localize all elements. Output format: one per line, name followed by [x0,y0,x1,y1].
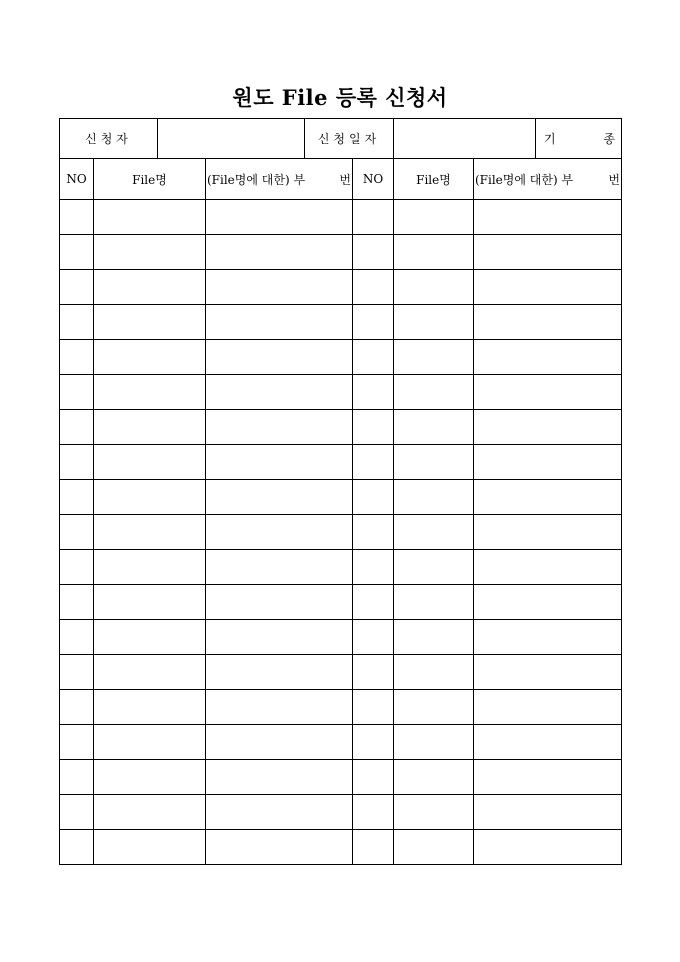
part-number-cell[interactable] [206,340,353,375]
table-row [60,305,622,340]
file-name-cell[interactable] [94,690,206,725]
part-number-prefix: (File명에 대한) 부 [207,172,306,187]
no-cell[interactable] [353,760,394,795]
file-name-cell[interactable] [94,620,206,655]
column-header-no: NO [353,159,394,200]
file-name-cell[interactable] [394,585,474,620]
file-name-cell[interactable] [94,410,206,445]
file-name-cell[interactable] [94,270,206,305]
part-number-cell[interactable] [474,760,622,795]
part-number-cell[interactable] [474,830,622,865]
file-name-cell[interactable] [94,760,206,795]
no-cell[interactable] [353,305,394,340]
no-cell[interactable] [60,410,94,445]
model-label [536,119,622,159]
no-cell[interactable] [353,480,394,515]
file-name-cell[interactable] [394,375,474,410]
no-cell[interactable] [60,480,94,515]
no-cell[interactable] [353,655,394,690]
part-number-cell[interactable] [474,690,622,725]
application-date-label: 신청일자 [305,119,394,159]
no-cell[interactable] [353,725,394,760]
file-name-cell[interactable] [394,270,474,305]
file-name-cell[interactable] [394,725,474,760]
no-cell[interactable] [353,515,394,550]
file-name-cell[interactable] [394,480,474,515]
part-number-cell[interactable] [474,410,622,445]
part-number-suffix: 번 [608,172,620,187]
no-cell[interactable] [353,585,394,620]
part-number-cell[interactable] [474,585,622,620]
part-number-cell[interactable] [474,725,622,760]
part-number-cell[interactable] [474,655,622,690]
no-cell[interactable] [353,340,394,375]
page-title: 원도 File 등록 신청서 [232,85,448,110]
part-number-cell[interactable] [474,200,622,235]
table-row [60,515,622,550]
file-name-cell[interactable] [394,445,474,480]
applicant-field[interactable] [158,119,305,159]
no-cell[interactable] [353,620,394,655]
column-header-part-number [474,159,622,200]
column-header-row [60,159,622,200]
file-name-cell[interactable] [394,690,474,725]
file-registration-form [59,118,622,159]
part-number-cell[interactable] [206,375,353,410]
no-cell[interactable] [353,235,394,270]
no-cell[interactable] [353,375,394,410]
part-number-cell[interactable] [474,235,622,270]
file-name-cell[interactable] [394,200,474,235]
part-number-cell[interactable] [206,445,353,480]
file-name-cell[interactable] [94,340,206,375]
model-label-char-2: 종 [603,132,615,146]
table-row [60,690,622,725]
file-name-cell[interactable] [94,655,206,690]
part-number-cell[interactable] [206,235,353,270]
table-row [60,585,622,620]
file-name-cell[interactable] [394,515,474,550]
no-cell[interactable] [353,445,394,480]
model-label-char-1: 기 [544,132,556,146]
applicant-label: 신청자 [60,119,158,159]
part-number-cell[interactable] [206,270,353,305]
table-row [60,410,622,445]
no-cell[interactable] [353,410,394,445]
table-row [60,200,622,235]
table-row [60,375,622,410]
part-number-cell[interactable] [474,795,622,830]
no-cell[interactable] [60,305,94,340]
file-name-cell[interactable] [394,340,474,375]
table-row [60,760,622,795]
no-cell[interactable] [60,795,94,830]
no-cell[interactable] [60,270,94,305]
table-row [60,725,622,760]
no-cell[interactable] [353,550,394,585]
part-number-cell[interactable] [206,305,353,340]
file-name-cell[interactable] [94,725,206,760]
part-number-cell[interactable] [474,305,622,340]
file-name-cell[interactable] [94,515,206,550]
table-row [60,235,622,270]
no-cell[interactable] [60,585,94,620]
file-name-cell[interactable] [394,550,474,585]
no-cell[interactable] [60,340,94,375]
part-number-cell[interactable] [206,795,353,830]
file-name-cell[interactable] [394,235,474,270]
part-number-cell[interactable] [474,550,622,585]
no-cell[interactable] [60,830,94,865]
no-cell[interactable] [60,375,94,410]
table-row [60,340,622,375]
no-cell[interactable] [353,270,394,305]
no-cell[interactable] [60,655,94,690]
no-cell[interactable] [60,725,94,760]
no-cell[interactable] [60,515,94,550]
column-header-no: NO [60,159,94,200]
no-cell[interactable] [60,620,94,655]
file-name-cell[interactable] [94,375,206,410]
table-row [60,620,622,655]
part-number-cell[interactable] [206,830,353,865]
table-row [60,655,622,690]
file-name-cell[interactable] [394,305,474,340]
column-header-file-name: File명 [394,159,474,200]
no-cell[interactable] [353,830,394,865]
table-row [60,830,622,865]
file-name-cell[interactable] [394,410,474,445]
applicant-info-row [60,119,622,159]
part-number-suffix: 번 [339,172,351,187]
file-list-table [59,158,622,865]
part-number-cell[interactable] [474,620,622,655]
file-name-cell[interactable] [94,480,206,515]
file-name-cell[interactable] [94,200,206,235]
file-name-cell[interactable] [394,620,474,655]
no-cell[interactable] [60,200,94,235]
part-number-cell[interactable] [206,410,353,445]
part-number-cell[interactable] [206,480,353,515]
file-name-cell[interactable] [94,445,206,480]
part-number-cell[interactable] [206,585,353,620]
no-cell[interactable] [60,445,94,480]
application-date-field[interactable] [394,119,536,159]
file-name-cell[interactable] [394,830,474,865]
column-header-part-number [206,159,353,200]
file-name-cell[interactable] [94,305,206,340]
file-name-cell[interactable] [394,760,474,795]
file-name-cell[interactable] [394,795,474,830]
part-number-cell[interactable] [206,515,353,550]
table-row [60,270,622,305]
part-number-cell[interactable] [206,725,353,760]
part-number-cell[interactable] [474,340,622,375]
part-number-cell[interactable] [474,515,622,550]
table-row [60,445,622,480]
no-cell[interactable] [353,200,394,235]
no-cell[interactable] [60,235,94,270]
part-number-cell[interactable] [474,270,622,305]
column-header-file-name: File명 [94,159,206,200]
file-name-cell[interactable] [94,550,206,585]
no-cell[interactable] [353,690,394,725]
table-row [60,480,622,515]
file-name-cell[interactable] [94,235,206,270]
no-cell[interactable] [60,690,94,725]
no-cell[interactable] [353,795,394,830]
part-number-cell[interactable] [474,445,622,480]
no-cell[interactable] [60,760,94,795]
file-name-cell[interactable] [94,795,206,830]
part-number-cell[interactable] [474,480,622,515]
part-number-cell[interactable] [206,690,353,725]
part-number-cell[interactable] [206,550,353,585]
file-name-cell[interactable] [94,585,206,620]
part-number-cell[interactable] [206,620,353,655]
file-name-cell[interactable] [394,655,474,690]
part-number-cell[interactable] [474,375,622,410]
table-row [60,550,622,585]
file-name-cell[interactable] [94,830,206,865]
part-number-cell[interactable] [206,655,353,690]
part-number-cell[interactable] [206,200,353,235]
table-row [60,795,622,830]
part-number-cell[interactable] [206,760,353,795]
part-number-prefix: (File명에 대한) 부 [475,172,574,187]
no-cell[interactable] [60,550,94,585]
